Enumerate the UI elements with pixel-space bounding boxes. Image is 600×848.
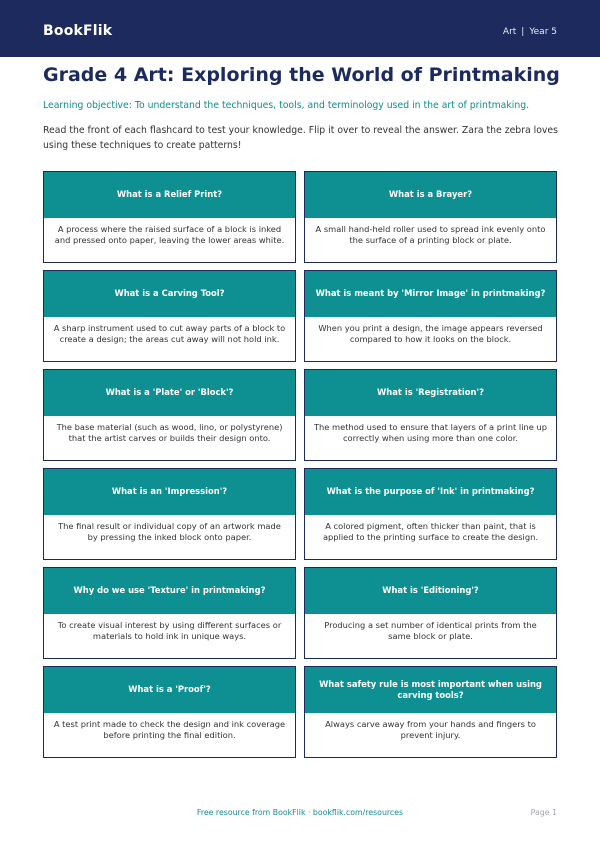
- page-number: Page 1: [530, 808, 557, 817]
- year-label: Year 5: [529, 27, 557, 37]
- flashcard[interactable]: [43, 468, 296, 560]
- flashcard[interactable]: [43, 171, 296, 263]
- flashcard-answer: A colored pigment, often thicker than paint, that is applied to the printing surface to create the design.: [322, 521, 539, 542]
- flashcard-question: What is a Carving Tool?: [44, 271, 295, 317]
- flashcard[interactable]: [43, 666, 296, 758]
- flashcard[interactable]: [304, 666, 557, 758]
- flashcard-question: Why do we use 'Texture' in printmaking?: [44, 568, 295, 614]
- flashcard-answer: A test print made to check the design and ink coverage before printing the final edition.: [53, 719, 286, 740]
- flashcard[interactable]: [43, 270, 296, 362]
- flashcard-question: What is an 'Impression'?: [44, 469, 295, 515]
- flashcard-question: What safety rule is most important when using carving tools?: [305, 667, 556, 713]
- flashcard-question: What is a Brayer?: [305, 172, 556, 218]
- separator: |: [521, 27, 525, 37]
- flashcard-grid: [43, 171, 557, 758]
- flashcard-answer: Always carve away from your hands and fingers to prevent injury.: [325, 719, 536, 740]
- flashcard-question: What is meant by 'Mirror Image' in printmaking?: [305, 271, 556, 317]
- flashcard-question: What is the purpose of 'Ink' in printmaking?: [305, 469, 556, 515]
- flashcard-answer: A small hand-held roller used to spread ink evenly onto the surface of a printing block or plate.: [315, 224, 546, 245]
- flashcard[interactable]: [304, 468, 557, 560]
- page-title: Grade 4 Art: Exploring the World of Printmaking: [43, 64, 560, 86]
- brand-logo[interactable]: BookFlik: [43, 23, 113, 39]
- intro-text: Read the front of each flashcard to test your knowledge. Flip it over to reveal the answer. Zara the zebra loves using these techniques to create patterns!: [43, 125, 559, 151]
- flashcard-answer: A sharp instrument used to cut away parts of a block to create a design; the areas cut away will not hold ink.: [53, 323, 286, 344]
- flashcard[interactable]: [304, 270, 557, 362]
- flashcard-question: What is 'Registration'?: [305, 370, 556, 416]
- subject-label: Art: [502, 27, 517, 37]
- flashcard[interactable]: [43, 369, 296, 461]
- learning-objective: Learning objective: To understand the techniques, tools, and terminology used in the art of printmaking.: [43, 100, 530, 111]
- flashcard-answer: The base material (such as wood, lino, or polystyrene) that the artist carves or builds their design onto.: [56, 422, 283, 443]
- flashcard-question: What is a 'Proof'?: [44, 667, 295, 713]
- flashcard-answer: Producing a set number of identical prints from the same block or plate.: [324, 620, 537, 641]
- flashcard[interactable]: [43, 567, 296, 659]
- flashcard-answer: To create visual interest by using different surfaces or materials to hold ink in unique ways.: [57, 620, 282, 641]
- flashcard-answer: A process where the raised surface of a block is inked and pressed onto paper, leaving the lower areas white.: [54, 224, 285, 245]
- flashcard[interactable]: [304, 567, 557, 659]
- flashcard[interactable]: [304, 171, 557, 263]
- flashcard-answer: The final result or individual copy of an artwork made by pressing the inked block onto paper.: [58, 521, 281, 542]
- flashcard-question: What is a Relief Print?: [44, 172, 295, 218]
- flashcard-answer: When you print a design, the image appears reversed compared to how it looks on the block.: [318, 323, 543, 344]
- flashcard-question: What is a 'Plate' or 'Block'?: [44, 370, 295, 416]
- footer-text[interactable]: Free resource from BookFlik · bookflik.com/resources: [196, 808, 404, 817]
- header-bar: [0, 0, 600, 57]
- flashcard-answer: The method used to ensure that layers of a print line up correctly when using more than one color.: [313, 422, 548, 443]
- flashcard-question: What is 'Editioning'?: [305, 568, 556, 614]
- flashcard[interactable]: [304, 369, 557, 461]
- subject-year-label: [503, 27, 557, 37]
